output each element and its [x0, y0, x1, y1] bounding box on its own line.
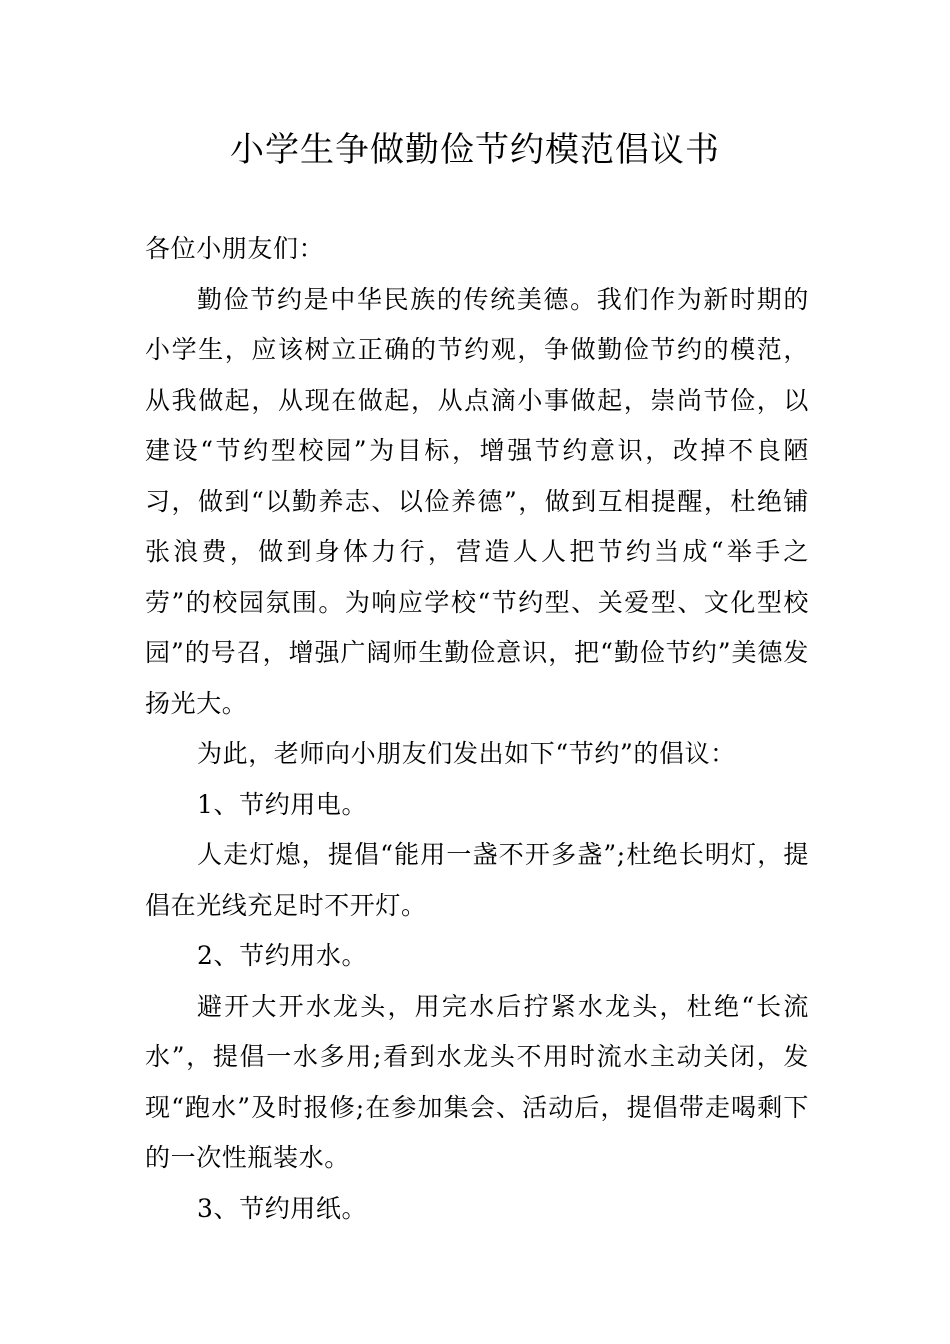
- paragraph-intro: 勤俭节约是中华民族的传统美德。我们作为新时期的小学生，应该树立正确的节约观，争做勤俭节约的模范，从我做起，从现在做起，从点滴小事做起，崇尚节俭，以建设“节约型校园”为目标，增强节约意识，改掉不良陋习，做到“以勤养志、以俭养德”，做到互相提醒，杜绝铺张浪费，做到身体力行，营造人人把节约当成“举手之劳”的校园氛围。为响应学校“节约型、关爱型、文化型校园”的号召，增强广阔师生勤俭意识，把“勤俭节约”美德发扬光大。: [145, 284, 809, 718]
- paragraph-proposal-lead: 为此，老师向小朋友们发出如下“节约”的倡议：: [197, 739, 736, 768]
- document-body: [145, 224, 809, 1234]
- document-title: 小学生争做勤俭节约模范倡议书: [230, 130, 720, 170]
- paragraph-save-electricity: 人走灯熄，提倡“能用一盏不开多盏”;杜绝长明灯，提倡在光线充足时不开灯。: [145, 840, 809, 920]
- heading-save-electricity: 1、节约用电。: [197, 789, 368, 819]
- paragraph-save-water: 避开大开水龙头，用完水后拧紧水龙头，杜绝“长流水”，提倡一水多用;看到水龙头不用时流水主动关闭，发现“跑水”及时报修;在参加集会、活动后，提倡带走喝剩下的一次性瓶装水。: [145, 991, 809, 1172]
- heading-save-water: 2、节约用水。: [197, 941, 368, 970]
- heading-save-paper: 3、节约用纸。: [197, 1193, 368, 1223]
- salutation: 各位小朋友们：: [145, 234, 325, 263]
